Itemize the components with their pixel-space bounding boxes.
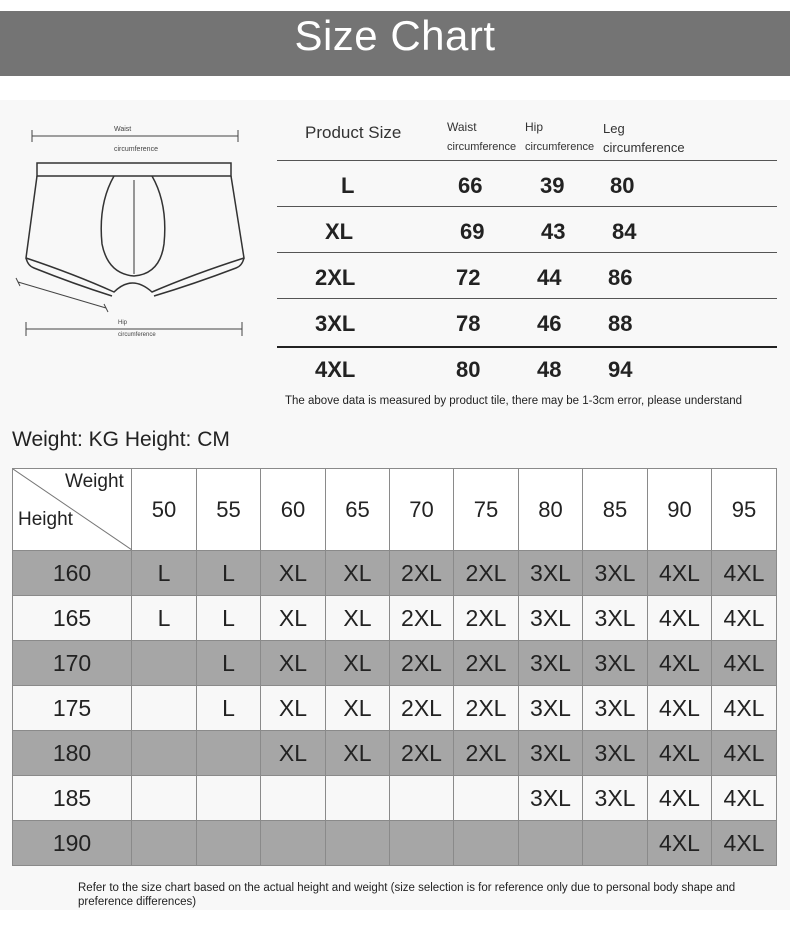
divider [277, 298, 777, 299]
product-row [277, 209, 777, 255]
size-cell: 2XL [454, 641, 519, 686]
leg-cell: 86 [608, 265, 633, 290]
weight-header: 50 [132, 469, 197, 551]
size-cell [132, 821, 197, 866]
size-cell [390, 776, 454, 821]
size-cell: 2XL [315, 265, 356, 290]
size-cell: 4XL [648, 821, 712, 866]
size-cell: XL [325, 219, 354, 244]
table-row [13, 776, 777, 821]
table-row [13, 686, 777, 731]
size-cell [454, 776, 519, 821]
size-cell: 4XL [648, 641, 712, 686]
size-cell: XL [261, 686, 326, 731]
header-hip: Hip [525, 120, 544, 134]
size-cell [519, 821, 583, 866]
size-cell [261, 821, 326, 866]
header-waist-sub: circumference [447, 141, 517, 153]
divider [277, 160, 777, 161]
size-cell: 3XL [519, 686, 583, 731]
weight-header: 60 [261, 469, 326, 551]
header-product-size: Product Size [305, 123, 402, 142]
size-cell: 2XL [390, 551, 454, 596]
leg-cell: 80 [610, 173, 635, 198]
size-cell: XL [326, 731, 390, 776]
leg-cell: 84 [612, 219, 637, 244]
height-cell: 180 [13, 731, 132, 776]
header-waist: Waist [447, 120, 477, 134]
size-cell [197, 731, 261, 776]
corner-height-label: Height [18, 509, 73, 530]
table-row [13, 596, 777, 641]
weight-header: 55 [197, 469, 261, 551]
size-cell: 3XL [583, 686, 648, 731]
product-row [277, 301, 777, 347]
size-cell [390, 821, 454, 866]
size-cell: 2XL [454, 596, 519, 641]
size-cell: 4XL [648, 551, 712, 596]
size-cell: 3XL [519, 641, 583, 686]
table-row [13, 821, 777, 866]
size-cell: 2XL [454, 551, 519, 596]
hip-sub-label: circumference [118, 332, 156, 338]
weight-header: 70 [390, 469, 454, 551]
size-cell [326, 821, 390, 866]
leg-cell: 94 [608, 357, 633, 382]
size-cell: L [341, 173, 355, 198]
size-cell [197, 821, 261, 866]
waist-sub-label: circumference [114, 146, 158, 153]
title-banner [0, 11, 790, 76]
size-cell: L [197, 551, 261, 596]
corner-cell [13, 469, 132, 551]
weight-height-title: Weight: KG Height: CM [12, 428, 230, 451]
size-cell: 4XL [712, 731, 777, 776]
size-cell: 4XL [712, 641, 777, 686]
weight-header: 85 [583, 469, 648, 551]
hip-cell: 43 [541, 219, 566, 244]
product-row [277, 163, 777, 209]
size-cell [197, 776, 261, 821]
height-cell: 160 [13, 551, 132, 596]
size-cell: 4XL [648, 731, 712, 776]
size-cell: 3XL [519, 551, 583, 596]
size-cell: XL [261, 731, 326, 776]
size-cell: 3XL [519, 596, 583, 641]
measurement-note: The above data is measured by product tile, there may be 1-3cm error, please understand [285, 395, 743, 407]
weight-header: 95 [712, 469, 777, 551]
divider [277, 206, 777, 207]
leg-cell: 88 [608, 311, 633, 336]
hip-label: Hip [118, 320, 128, 326]
hip-cell: 46 [537, 311, 562, 336]
waist-cell: 66 [458, 173, 483, 198]
size-cell: 4XL [712, 551, 777, 596]
header-hip-sub: circumference [525, 141, 595, 153]
size-cell: 4XL [648, 596, 712, 641]
size-cell: 3XL [583, 551, 648, 596]
size-cell: L [197, 686, 261, 731]
size-cell: 3XL [519, 776, 583, 821]
size-cell [132, 641, 197, 686]
table-header-row [13, 469, 777, 551]
size-cell [132, 731, 197, 776]
size-cell: L [197, 596, 261, 641]
size-cell: 2XL [390, 686, 454, 731]
size-cell: XL [261, 641, 326, 686]
size-cell: 2XL [390, 596, 454, 641]
height-cell: 165 [13, 596, 132, 641]
height-cell: 175 [13, 686, 132, 731]
size-cell [454, 821, 519, 866]
corner-weight-label: Weight [65, 471, 124, 492]
footer-note: Refer to the size chart based on the actual height and weight (size selection is for reference only due to personal body shape and preference differences) [78, 882, 736, 908]
height-cell: 190 [13, 821, 132, 866]
waist-label: Waist [114, 126, 132, 133]
hip-cell: 39 [540, 173, 565, 198]
divider [277, 252, 777, 253]
hip-cell: 48 [537, 357, 562, 382]
weight-height-table [12, 468, 777, 866]
size-cell: 3XL [315, 311, 356, 336]
hip-cell: 44 [537, 265, 562, 290]
size-cell: 3XL [519, 731, 583, 776]
table-row [13, 551, 777, 596]
size-cell [132, 776, 197, 821]
size-cell: 3XL [583, 776, 648, 821]
size-cell: 4XL [648, 776, 712, 821]
table-row [13, 731, 777, 776]
size-cell [326, 776, 390, 821]
size-cell [261, 776, 326, 821]
waist-cell: 80 [456, 357, 481, 382]
size-cell [583, 821, 648, 866]
header-leg-sub: circumference [603, 140, 685, 155]
size-cell: L [132, 596, 197, 641]
height-cell: 185 [13, 776, 132, 821]
size-cell: 3XL [583, 731, 648, 776]
height-cell: 170 [13, 641, 132, 686]
product-row [277, 255, 777, 301]
size-cell: 4XL [712, 821, 777, 866]
size-cell: 4XL [315, 357, 356, 382]
size-cell: 2XL [390, 731, 454, 776]
weight-header: 80 [519, 469, 583, 551]
size-cell [132, 686, 197, 731]
table-row [13, 641, 777, 686]
size-cell: 2XL [454, 731, 519, 776]
size-cell: XL [261, 596, 326, 641]
product-row [277, 347, 777, 393]
page-title: Size Chart [294, 12, 496, 59]
size-cell: 4XL [712, 686, 777, 731]
waist-cell: 69 [460, 219, 485, 244]
size-cell: XL [261, 551, 326, 596]
size-cell: 4XL [648, 686, 712, 731]
size-cell: 4XL [712, 596, 777, 641]
weight-header: 65 [326, 469, 390, 551]
size-cell: 3XL [583, 641, 648, 686]
waist-cell: 72 [456, 265, 481, 290]
size-cell: XL [326, 596, 390, 641]
size-cell: L [132, 551, 197, 596]
weight-header: 90 [648, 469, 712, 551]
size-cell: 4XL [712, 776, 777, 821]
weight-header: 75 [454, 469, 519, 551]
waist-cell: 78 [456, 311, 481, 336]
size-cell: XL [326, 686, 390, 731]
underwear-illustration [14, 124, 254, 346]
size-cell: 2XL [390, 641, 454, 686]
header-leg: Leg [603, 121, 625, 136]
size-cell: 3XL [583, 596, 648, 641]
size-cell: L [197, 641, 261, 686]
size-cell: XL [326, 551, 390, 596]
underwear-diagram [14, 124, 254, 346]
size-cell: XL [326, 641, 390, 686]
size-cell: 2XL [454, 686, 519, 731]
